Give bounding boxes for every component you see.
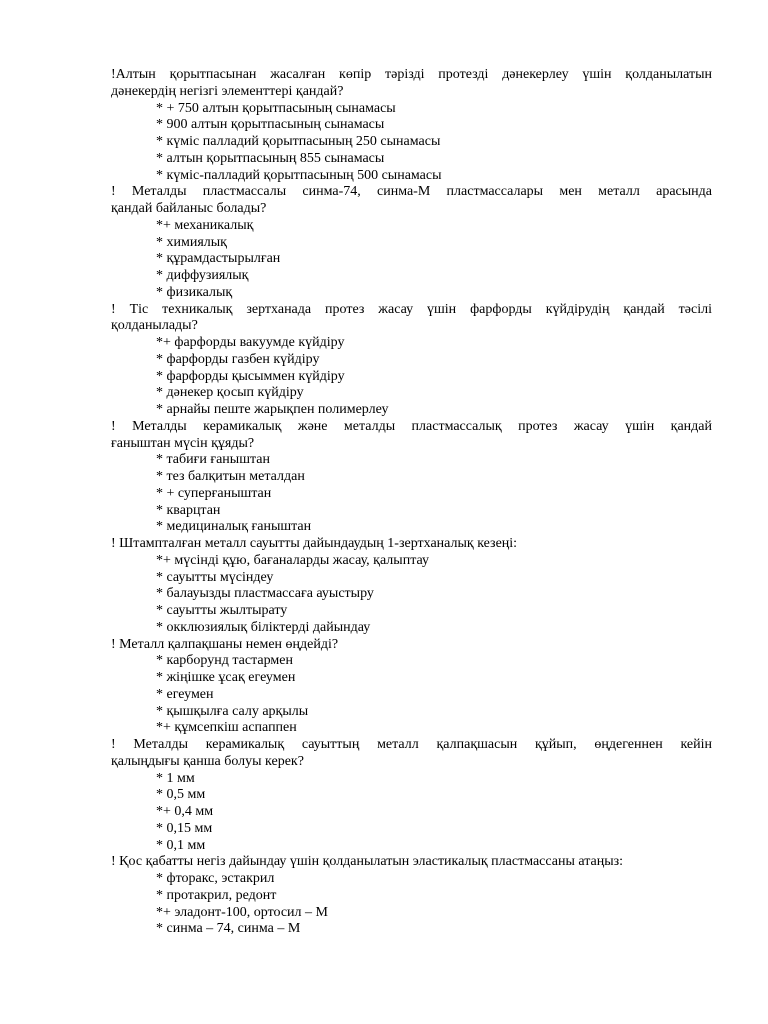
answer-option: * диффузиялық: [156, 268, 249, 283]
question-line: қалыңдығы қанша болуы керек?: [111, 753, 304, 769]
question-line: ! Металды керамикалық және металды пластмассалық протез жасау үшін қандай: [111, 418, 712, 434]
question-text: [111, 536, 712, 553]
question-text: [111, 302, 712, 336]
answer-option: * сауытты мүсіндеу: [156, 569, 274, 585]
answer-option: * физикалық: [156, 284, 233, 300]
question-text: [111, 419, 712, 453]
question-text: [111, 184, 712, 218]
question-line: дәнекердің негізгі элементтері қандай?: [111, 83, 344, 99]
answer-option: *+ эладонт-100, ортосил – М: [156, 904, 328, 920]
question-text: [111, 637, 712, 654]
answer-option: * табиғи ғаныштан: [156, 452, 270, 468]
answer-option: * 0,1 мм: [156, 837, 206, 853]
question-line: ! Металды пластмассалы синма-74, синма-М пластмассалары мен металл арасында: [111, 184, 712, 200]
answer-option: * жіңішке ұсақ егеумен: [156, 670, 296, 685]
answer-option: * алтын қорытпасының 855 сынамасы: [156, 150, 385, 166]
answer-option: * 1 мм: [156, 770, 195, 786]
answer-option: * 0,15 мм: [156, 820, 213, 836]
answer-option: *+ мүсінді құю, бағаналарды жасау, қалыптау: [156, 552, 429, 568]
answer-option: * сауытты жылтырату: [156, 603, 288, 618]
answer-option: * 900 алтын қорытпасының сынамасы: [156, 117, 385, 133]
answer-option: * протакрил, редонт: [156, 887, 277, 903]
question-line: ! Металды керамикалық сауыттың металл қалпақшасын құйып, өңдегеннен кейін: [111, 737, 712, 752]
answer-option: *+ 0,4 мм: [156, 804, 214, 819]
question-line: қолданылады?: [111, 318, 198, 334]
question-line: ! Штампталған металл сауытты дайындаудың 1-зертханалық кезеңі:: [111, 536, 518, 551]
answer-option: * балауызды пластмассаға ауыстыру: [156, 586, 374, 602]
answer-option: * фторакс, эстакрил: [156, 871, 275, 886]
answer-option: * медициналық ғаныштан: [156, 519, 312, 535]
answer-option: * химиялық: [156, 234, 227, 250]
answer-option: *+ механикалық: [156, 217, 254, 233]
answer-option: * қышқылға салу арқылы: [156, 703, 309, 719]
question-line: ғаныштан мүсін құяды?: [111, 435, 255, 451]
answer-option: * фарфорды газбен күйдіру: [156, 351, 320, 367]
answer-option: * окклюзиялық біліктерді дайындау: [156, 619, 371, 635]
answer-option: * фарфорды қысыммен күйдіру: [156, 368, 345, 384]
answer-option: *+ құмсепкіш аспаппен: [156, 720, 297, 736]
answer-option: * синма – 74, синма – М: [156, 921, 301, 937]
answer-option: * + 750 алтын қорытпасының сынамасы: [156, 100, 396, 116]
answer-option: * кварцтан: [156, 502, 221, 518]
answer-option: *+ фарфорды вакуумде күйдіру: [156, 335, 345, 350]
question-line: ! Қос қабатты негіз дайындау үшін қолданылатын эластикалық пластмассаны атаңыз:: [111, 854, 624, 870]
question-text: [111, 737, 712, 771]
answer-option: * тез балқитын металдан: [156, 469, 305, 484]
answer-option: * арнайы пеште жарықпен полимерлеу: [156, 402, 389, 417]
question-text: [111, 854, 712, 871]
answer-option: * егеумен: [156, 686, 214, 702]
answer-option: * дәнекер қосып күйдіру: [156, 385, 304, 401]
question-line: қандай байланыс болады?: [111, 201, 267, 216]
question-line: ! Металл қалпақшаны немен өңдейді?: [111, 636, 339, 652]
answer-option: * күміс палладий қорытпасының 250 сынамасы: [156, 134, 441, 149]
question-line: !Алтын қорытпасынан жасалған көпір тәрізді протезді дәнекерлеу үшін қолданылатын: [111, 67, 712, 82]
answer-option: * құрамдастырылған: [156, 251, 281, 267]
answer-option: * карборунд тастармен: [156, 653, 293, 669]
question-text: [111, 67, 712, 101]
answer-option: * 0,5 мм: [156, 787, 206, 803]
question-line: ! Тіс техникалық зертханада протез жасау үшін фарфорды күйдірудің қандай тәсілі: [111, 301, 712, 317]
answer-option: * күміс-палладий қорытпасының 500 сынамасы: [156, 167, 442, 183]
answer-option: * + суперғаныштан: [156, 485, 272, 501]
